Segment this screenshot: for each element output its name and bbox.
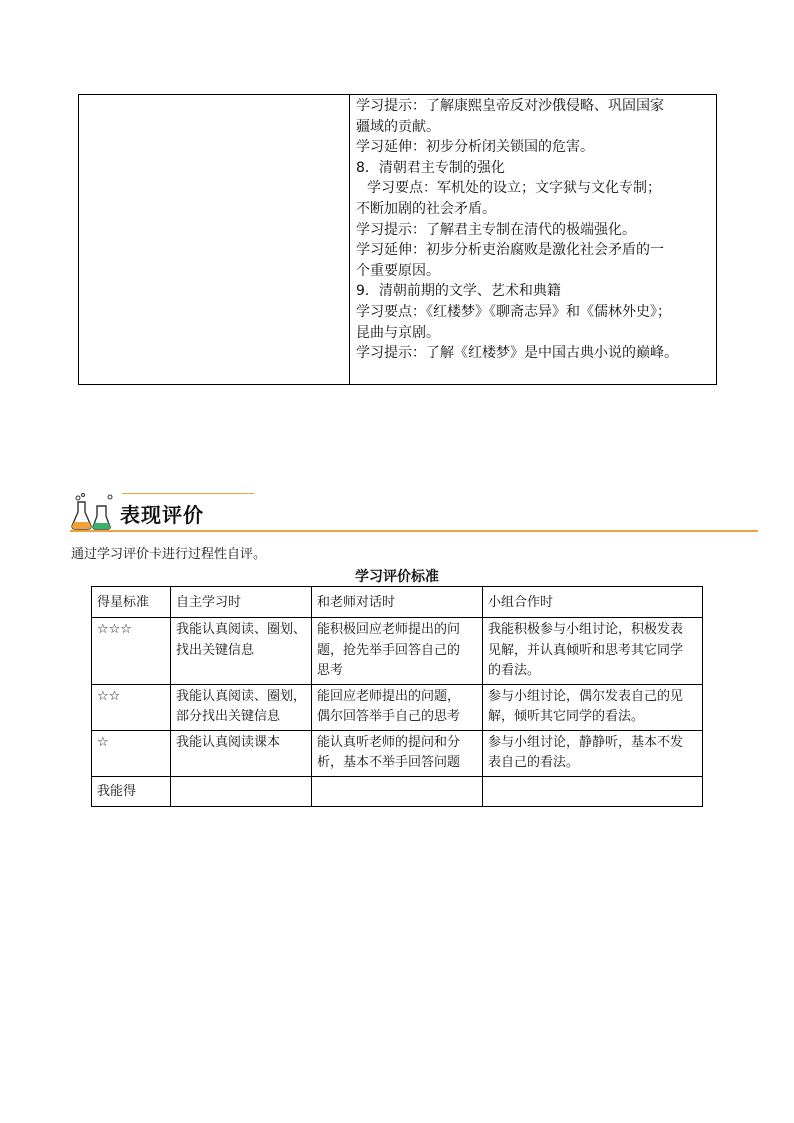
self-score-label: 我能得 — [92, 776, 171, 806]
group-work-cell — [483, 684, 703, 730]
text-line: 学习提示：了解康熙皇帝反对沙俄侵略、巩固国家 — [356, 98, 664, 114]
evaluation-table — [91, 586, 703, 807]
self-study-cell — [171, 618, 312, 685]
text-line: 学习提示：了解君主专制在清代的极端强化。 — [356, 221, 636, 238]
cell-line: 我能认真阅读、圈划、 — [176, 622, 307, 637]
cell-line: 找出关键信息 — [176, 642, 255, 658]
flask-icon — [70, 492, 116, 530]
cell-line: 我能积极参与小组讨论，积极发表 — [488, 622, 684, 637]
table-row — [92, 730, 703, 776]
cell-line: 能回应老师提出的问题， — [317, 688, 461, 704]
teacher-dialog-cell — [312, 730, 483, 776]
cell-line: 能积极回应老师提出的问 — [317, 622, 461, 637]
teacher-dialog-cell — [312, 684, 483, 730]
self-score-cell[interactable] — [483, 776, 703, 806]
intro-text: 通过学习评价卡进行过程性自评。 — [71, 547, 267, 562]
cell-line: 析，基本不举手回答问题 — [317, 755, 461, 770]
section-title: 表现评价 — [120, 503, 204, 527]
text-line: 学习提示：了解《红楼梦》是中国古典小说的巅峰。 — [356, 345, 678, 362]
section-header — [70, 490, 760, 535]
self-score-row — [92, 776, 703, 806]
section-underline — [70, 530, 758, 532]
cell-line: 的看法。 — [488, 663, 541, 678]
decorative-line — [122, 493, 254, 494]
group-work-cell — [483, 618, 703, 685]
header-cell: 小组合作时 — [483, 587, 703, 618]
cell-line: 思考 — [317, 663, 344, 678]
text-line: 学习要点：军机处的设立；文字狱与文化专制； — [367, 180, 661, 197]
table-row — [92, 618, 703, 685]
cell-line: 参与小组讨论，静静听，基本不发 — [488, 734, 684, 750]
cell-line: 我能认真阅读课本 — [176, 734, 281, 750]
text-line: 昆曲与京剧。 — [356, 324, 440, 341]
text-line: 8．清朝君主专制的强化 — [356, 159, 505, 176]
learning-content — [356, 96, 716, 364]
teacher-dialog-cell — [312, 618, 483, 685]
text-line: 学习延伸：初步分析吏治腐败是激化社会矛盾的一 — [356, 242, 664, 259]
cell-line: 题，抢先举手回答自己的 — [317, 642, 461, 658]
star-rating: ☆☆ — [92, 684, 171, 730]
star-rating: ☆ — [92, 730, 171, 776]
cell-line: 部分找出关键信息 — [176, 709, 281, 724]
cell-line: 能认真听老师的提问和分 — [317, 734, 461, 750]
column-divider — [349, 95, 350, 384]
text-line: 疆域的贡献。 — [356, 118, 440, 135]
cell-line: 参与小组讨论，偶尔发表自己的见 — [488, 688, 684, 704]
text-line: 学习延伸：初步分析闭关锁国的危害。 — [356, 139, 594, 156]
self-score-cell[interactable] — [171, 776, 312, 806]
text-line: 学习要点：《红楼梦》《聊斋志异》和《儒林外史》； — [356, 303, 671, 320]
table-row — [92, 684, 703, 730]
table-title: 学习评价标准 — [355, 569, 439, 585]
header-cell: 和老师对话时 — [312, 587, 483, 618]
table-header-row — [92, 587, 703, 618]
cell-line: 偶尔回答举手自己的思考 — [317, 709, 461, 724]
cell-line: 见解，并认真倾听和思考其它同学 — [488, 642, 684, 658]
text-line: 不断加剧的社会矛盾。 — [356, 200, 496, 217]
text-line: 9．清朝前期的文学、艺术和典籍 — [356, 283, 561, 300]
cell-line: 表自己的看法。 — [488, 755, 580, 770]
self-study-cell — [171, 730, 312, 776]
self-score-cell[interactable] — [312, 776, 483, 806]
content-table — [78, 94, 717, 385]
self-study-cell — [171, 684, 312, 730]
group-work-cell — [483, 730, 703, 776]
star-rating: ☆☆☆ — [92, 618, 171, 685]
text-line: 个重要原因。 — [356, 262, 440, 279]
header-cell: 自主学习时 — [171, 587, 312, 618]
cell-line: 解，倾听其它同学的看法。 — [488, 709, 645, 724]
cell-line: 我能认真阅读、圈划， — [176, 688, 307, 704]
header-cell: 得星标准 — [92, 587, 171, 618]
